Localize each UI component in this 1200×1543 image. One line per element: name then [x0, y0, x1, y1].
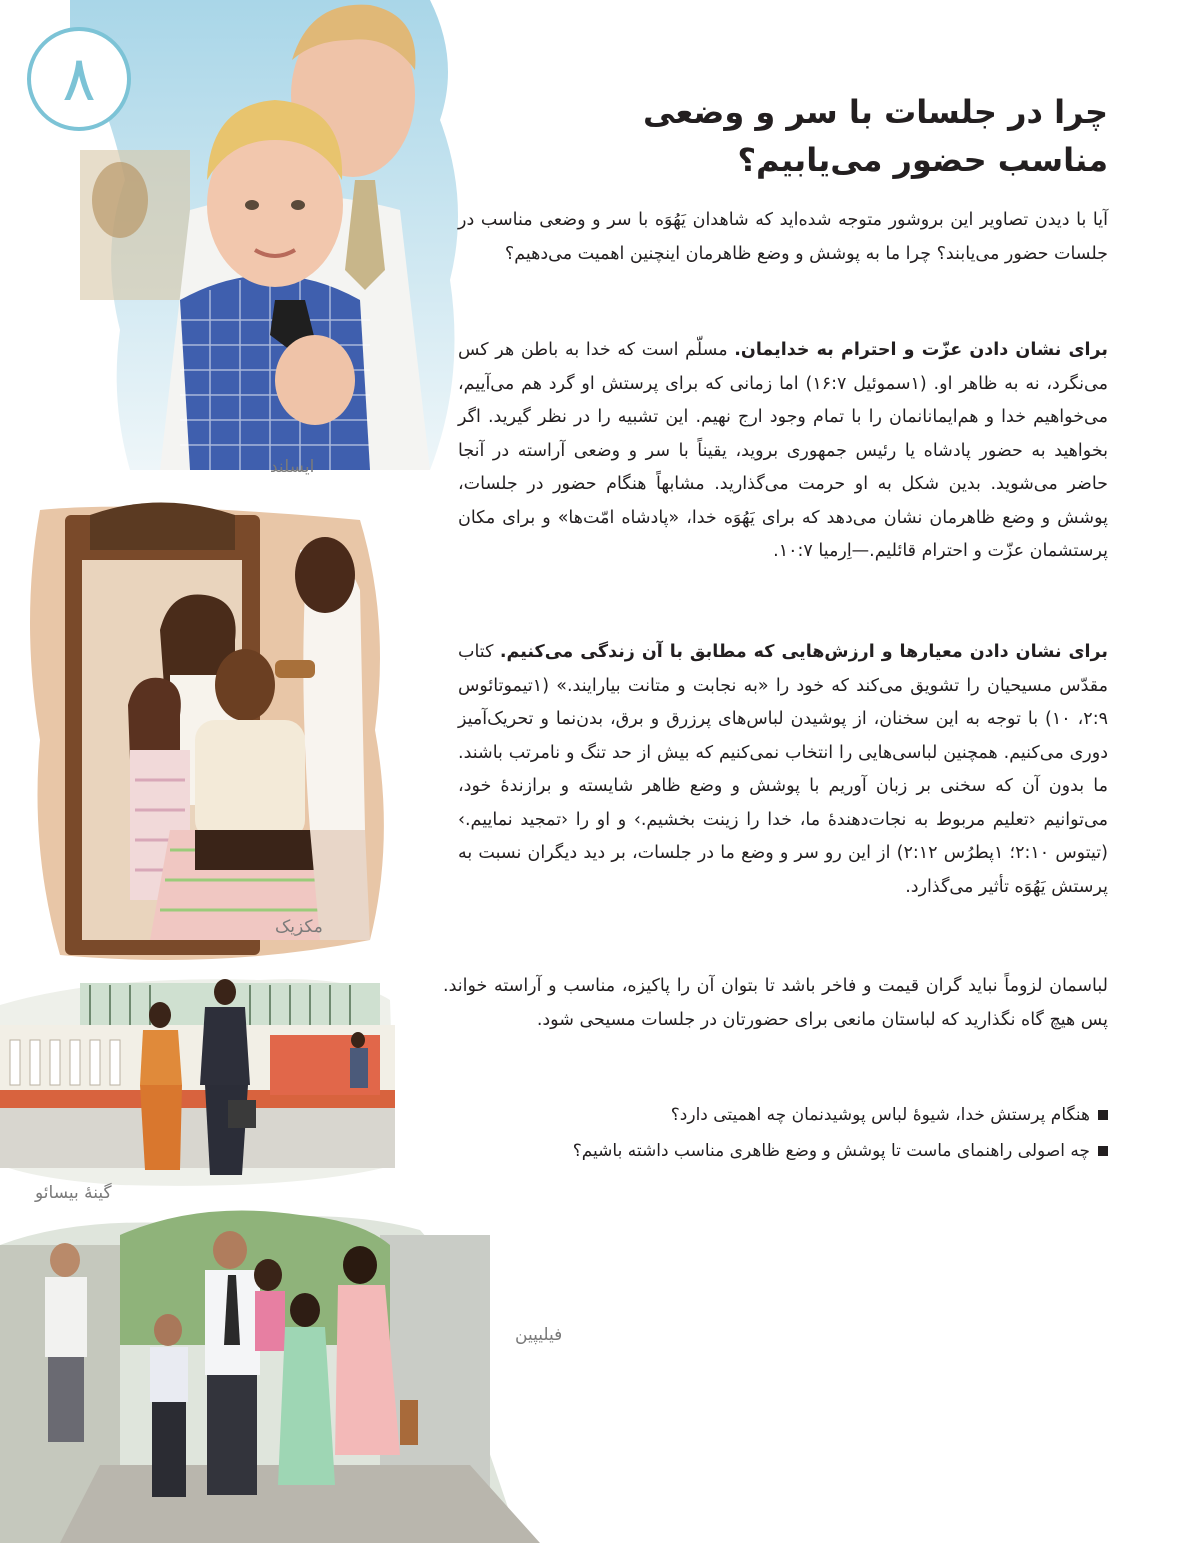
values-body: کتاب مقدّس مسیحیان را تشویق می‌کند که خود را «به نجابت و متانت بیارایند.» (۱تیموتائوس ۲:۹، ۱۰) با توجه به این سخنان، از پوشیدن لباس‌های پرزرق و برق، بدن‌نما و تحریک‌آمیز دوری می‌کنیم. همچنین لباسی‌هایی را انتخاب نمی‌کنیم که بیش از حد تنگ و نامرتب باشند. ما بدون آن که سخنی بر زبان آوریم با پوشش و وضع ظاهر شایسته و برازندهٔ خود، می‌توانیم ‹تعلیم مربوط به نجات‌دهندهٔ ما، خدا را زینت بخشیم.› و او را ‹تمجید نماییم.› (تیتوس ۲:۱۰؛ ۱پطرُس ۲:۱۲) از این رو سر و وضع ما در جلسات، بر دید دیگران نسبت به پرستش یَهُوَه تأثیر می‌گذارد.	[458, 642, 1108, 897]
square-bullet-icon	[1098, 1110, 1108, 1120]
square-bullet-icon	[1098, 1146, 1108, 1156]
caption-iceland: ایسلند	[270, 457, 315, 477]
values-heading: برای نشان دادن معیارها و ارزش‌هایی که مطابق با آن زندگی می‌کنیم.	[499, 642, 1108, 662]
question-text: هنگام پرستش خدا، شیوهٔ لباس پوشیدنمان چه اهمیتی دارد؟	[670, 1105, 1090, 1125]
respect-body: مسلّم است که خدا به باطن هر کس می‌نگرد، نه به ظاهر او. (۱سموئیل ۱۶:۷) اما زمانی که برای پرستش او گرد هم می‌آییم، می‌خواهیم خدا و هم‌ایمانانمان را با تمام وجود ارج نهیم. این تشبیه را در نظر گیرید. اگر بخواهید به حضور پادشاه یا رئیس جمهوری بروید، یقیناً با سر و وضعی آراسته در آنجا حاضر می‌شوید. بدین شکل به او حرمت می‌گذارید. مشابهاً هنگام حضور در جلسات، پوشش و وضع ظاهرمان نشان می‌دهد که برای یَهُوَه خدا، «پادشاه امّت‌ها» و برای مکان پرستشمان عزّت و احترام قائلیم.—اِرمیا ۱۰:۷.	[458, 340, 1108, 561]
page-title: چرا در جلسات با سر و وضعی مناسب حضور می‌یابیم؟	[642, 93, 1108, 179]
respect-paragraph	[458, 334, 1108, 569]
caption-guinea: گینهٔ بیسائو	[35, 1183, 112, 1203]
photo-iceland	[70, 0, 490, 480]
closing-paragraph: لباسمان لزوماً نباید گران قیمت و فاخر باشد تا بتوان آن را پاکیزه، مناسب و آراسته خواند. پس هیچ گاه نگذارید که لباستان مانعی برای حضورتان در جلسات مسیحی شود.	[443, 976, 1108, 1030]
caption-mexico: مکزیک	[275, 917, 323, 937]
caption-philippines: فیلیپین	[515, 1325, 563, 1345]
photo-mexico	[20, 500, 400, 970]
review-questions	[488, 1097, 1108, 1169]
photo-philippines	[0, 1205, 590, 1543]
respect-heading: برای نشان دادن عزّت و احترام به خدایمان.	[734, 340, 1108, 360]
question-item	[488, 1097, 1108, 1133]
values-paragraph	[458, 636, 1108, 904]
intro-paragraph: آیا با دیدن تصاویر این بروشور متوجه شده‌اید که شاهدان یَهُوَه با سر و وضعی مناسب در جلسات حضور می‌یابند؟ چرا ما به پوشش و وضع ظاهرمان اینچنین اهمیت می‌دهیم؟	[458, 210, 1108, 264]
photo-guinea	[0, 975, 395, 1190]
question-item	[488, 1133, 1108, 1169]
question-text: چه اصولی راهنمای ماست تا پوشش و وضع ظاهری مناسب داشته باشیم؟	[572, 1141, 1090, 1161]
lesson-number-badge	[27, 27, 131, 131]
lesson-number: ۸	[62, 42, 96, 115]
